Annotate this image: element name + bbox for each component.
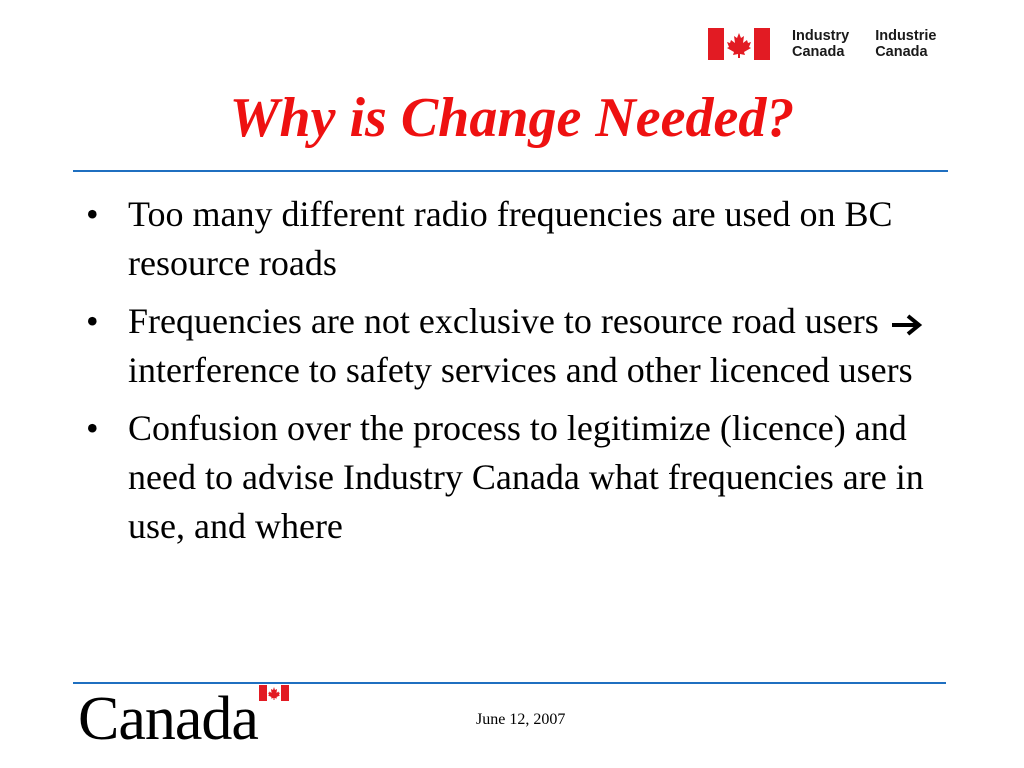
canada-wordmark-text: Canada xyxy=(78,685,258,753)
bullet-list xyxy=(84,190,944,560)
bullet-marker: • xyxy=(86,408,99,448)
bullet-text: Confusion over the process to legitimize (licence) and need to advise Industry Canada what frequencies are in use, and where xyxy=(128,408,924,546)
slide-title: Why is Change Needed? xyxy=(229,87,795,149)
canada-wordmark xyxy=(78,685,258,753)
footer-divider xyxy=(73,682,946,684)
bullet-text: Too many different radio frequencies are used on BC resource roads xyxy=(128,194,893,283)
wordmark-flag-icon xyxy=(259,685,289,701)
department-name-french: Industrie Canada xyxy=(875,28,937,60)
canada-flag-icon xyxy=(708,28,770,60)
title-divider xyxy=(73,170,948,172)
bullet-marker: • xyxy=(86,194,99,234)
industry-canada-logo xyxy=(708,28,962,64)
right-arrow-icon xyxy=(890,312,924,338)
list-item xyxy=(84,404,944,551)
list-item xyxy=(84,297,944,395)
slide-date: June 12, 2007 xyxy=(476,711,566,728)
bullet-text: Frequencies are not exclusive to resource road users interference to safety services and other licenced users xyxy=(128,297,944,395)
bullet-marker: • xyxy=(86,301,99,341)
list-item xyxy=(84,190,944,288)
department-name-english: Industry Canada xyxy=(792,28,850,60)
